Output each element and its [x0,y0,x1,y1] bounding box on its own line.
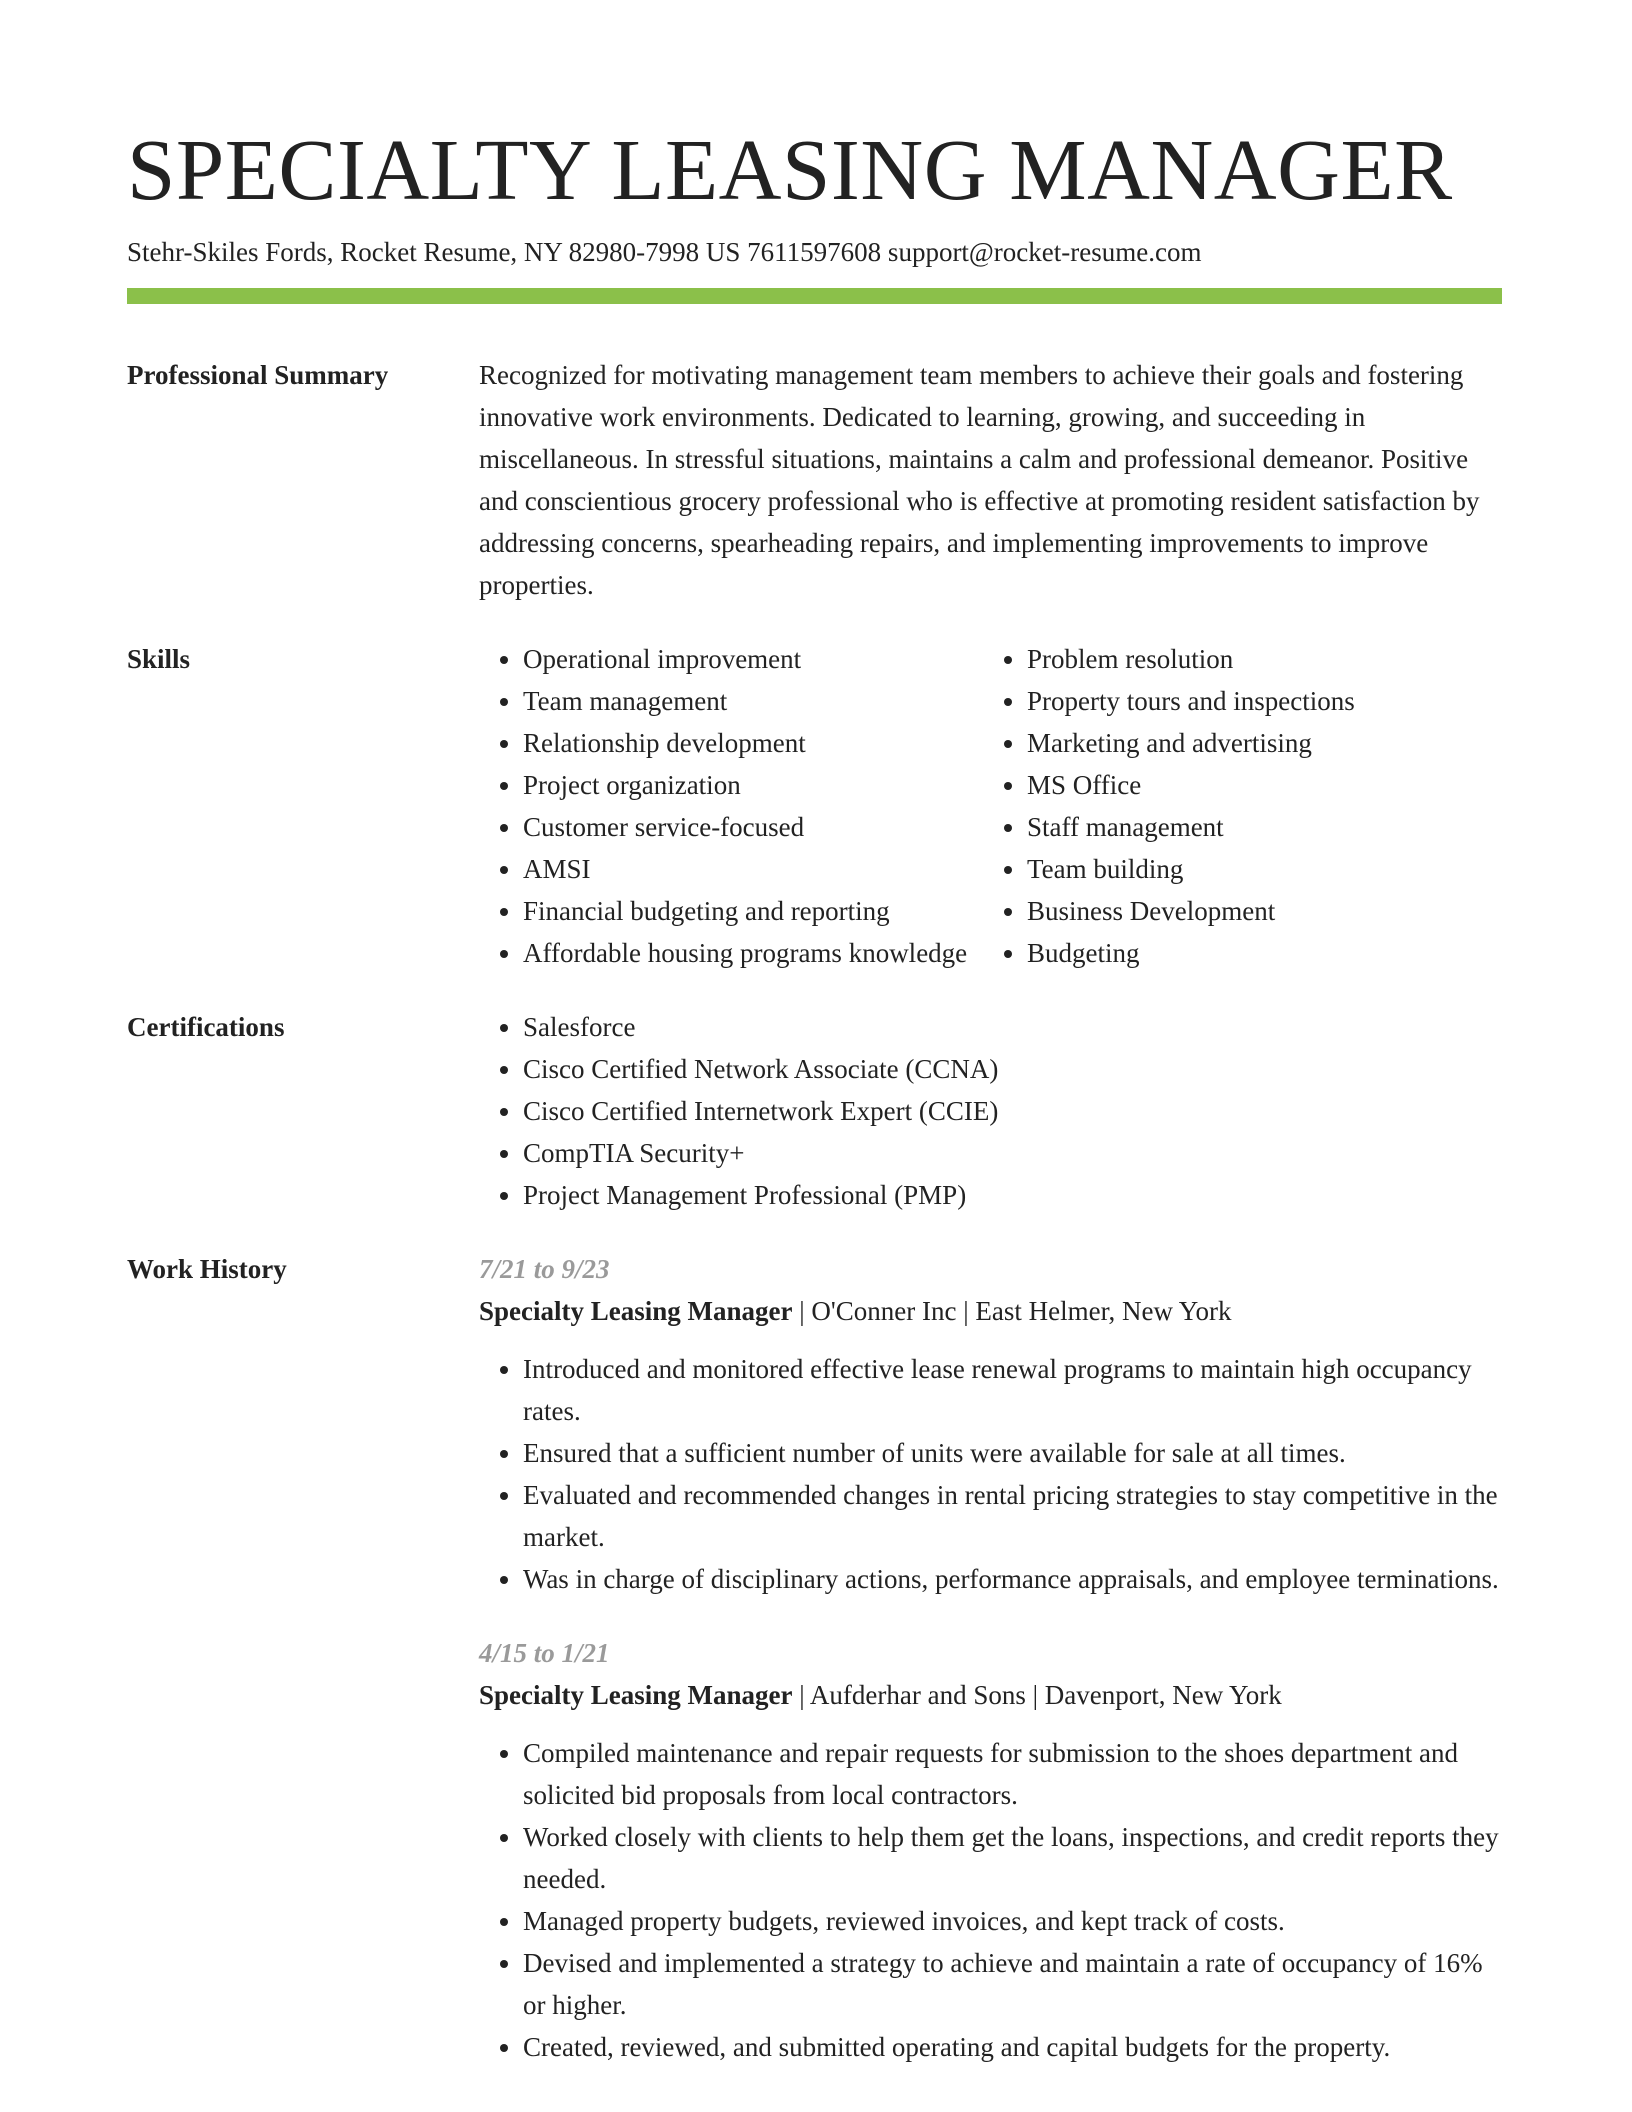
job-bullets [479,1348,1502,1600]
job-bullet: • Managed property budgets, reviewed invoices, and kept track of costs. [523,1900,1502,1942]
certifications-list [479,1006,1502,1216]
summary-section [127,354,1502,606]
job-bullet: • Evaluated and recommended changes in rental pricing strategies to stay competitive in the market. [523,1474,1502,1558]
certification-item: • CompTIA Security+ [523,1132,1502,1174]
job-title: Specialty Leasing Manager [479,1296,793,1326]
certifications-section [127,1006,1502,1216]
job-bullet: • Ensured that a sufficient number of units were available for sale at all times. [523,1432,1502,1474]
certification-item: • Cisco Certified Internetwork Expert (CCIE) [523,1090,1502,1132]
skill-item: • Staff management [1027,806,1502,848]
job-company-location: | Aufderhar and Sons | Davenport, New York [792,1680,1282,1710]
skill-item: • Marketing and advertising [1027,722,1502,764]
skill-item: • Team building [1027,848,1502,890]
resume-title: SPECIALTY LEASING MANAGER [127,121,1453,218]
job-bullet: • Was in charge of disciplinary actions, performance appraisals, and employee terminations. [523,1558,1502,1600]
skill-item: • Problem resolution [1027,638,1502,680]
skill-item: • Project organization [523,764,983,806]
header-divider [127,288,1502,304]
job-bullet: • Devised and implemented a strategy to achieve and maintain a rate of occupancy of 16% or higher. [523,1942,1502,2026]
skills-list-right [983,638,1502,974]
skills-section [127,638,1502,974]
job-bullet: • Introduced and monitored effective lease renewal programs to maintain high occupancy rates. [523,1348,1502,1432]
job-bullet: • Created, reviewed, and submitted operating and capital budgets for the property. [523,2026,1502,2068]
skill-item: • Operational improvement [523,638,983,680]
skill-item: • Property tours and inspections [1027,680,1502,722]
certifications-heading: Certifications [127,1012,285,1042]
job-company-location: | O'Conner Inc | East Helmer, New York [792,1296,1232,1326]
skill-item: • AMSI [523,848,983,890]
job-dates: 7/21 to 9/23 [479,1254,610,1284]
certification-item: • Project Management Professional (PMP) [523,1174,1502,1216]
skill-item: • Relationship development [523,722,983,764]
job-dates: 4/15 to 1/21 [479,1638,610,1668]
job-title: Specialty Leasing Manager [479,1680,793,1710]
summary-heading: Professional Summary [127,360,389,390]
job-bullet: • Compiled maintenance and repair requests for submission to the shoes department and solicited bid proposals from local contractors. [523,1732,1502,1816]
contact-line: Stehr-Skiles Fords, Rocket Resume, NY 82980-7998 US 7611597608 support@rocket-resume.com [127,237,1202,267]
skill-item: • Customer service-focused [523,806,983,848]
certification-item: • Salesforce [523,1006,1502,1048]
skill-item: • Team management [523,680,983,722]
work-history-heading: Work History [127,1254,287,1284]
job-bullets [479,1732,1502,2068]
skills-list-left [479,638,983,974]
job-entry [479,1248,1502,1600]
skill-item: • Business Development [1027,890,1502,932]
certification-item: • Cisco Certified Network Associate (CCNA) [523,1048,1502,1090]
work-history-section [127,1248,1502,2068]
job-bullet: • Worked closely with clients to help them get the loans, inspections, and credit reports they needed. [523,1816,1502,1900]
job-entry [479,1632,1502,2068]
resume-page [127,0,1502,2068]
skill-item: • Budgeting [1027,932,1502,974]
job-heading [479,1674,1502,1716]
summary-text: Recognized for motivating management team members to achieve their goals and fostering innovative work environments. Dedicated to learning, growing, and succeeding in miscellaneous. In stressful situations, maintains a calm and professional demeanor. Positive and conscientious grocery professional who is effective at promoting resident satisfaction by addressing concerns, spearheading repairs, and implementing improvements to improve properties. [479,360,1480,600]
skill-item: • Financial budgeting and reporting [523,890,983,932]
skill-item: • MS Office [1027,764,1502,806]
skills-heading: Skills [127,644,191,674]
skill-item: • Affordable housing programs knowledge [523,932,983,974]
job-heading [479,1290,1502,1332]
